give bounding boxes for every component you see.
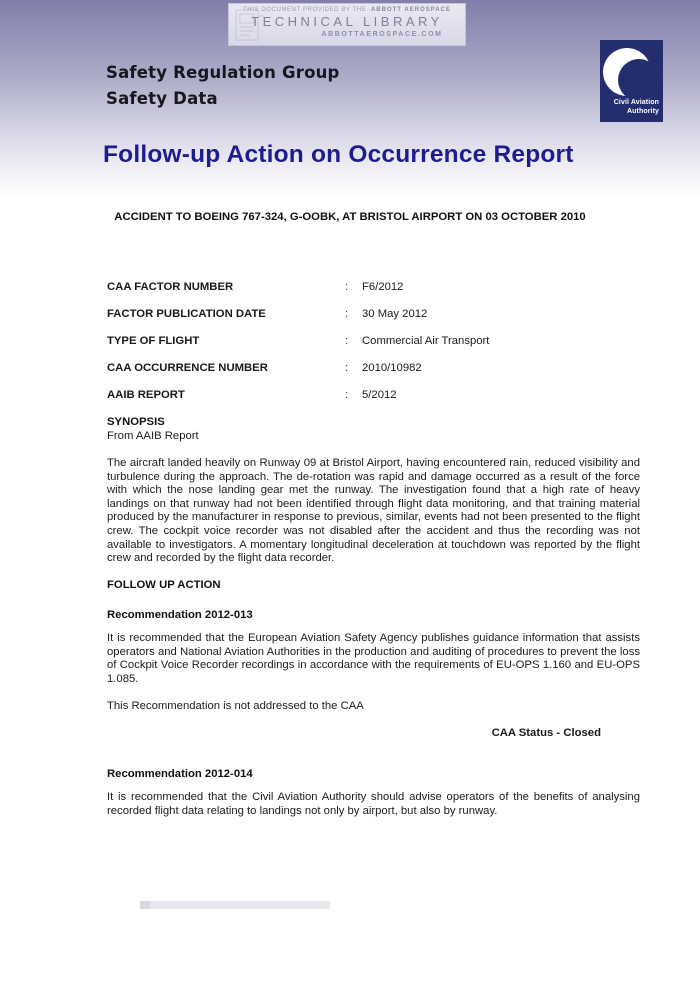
stamp-website: ABBOTTAEROSPACE.COM <box>321 31 443 38</box>
synopsis-source: From AAIB Report <box>107 430 199 442</box>
caa-logo-text-line2: Authority <box>626 108 659 115</box>
technical-library-watermark-icon <box>233 8 267 42</box>
field-row-caa-factor-number <box>107 281 640 308</box>
field-value: Commercial Air Transport <box>362 335 490 347</box>
org-line-safety-data: Safety Data <box>106 89 218 108</box>
stamp-provided-brand: ABBOTT AEROSPACE <box>370 7 451 13</box>
field-separator: : <box>345 308 349 320</box>
org-line-group: Safety Regulation Group <box>106 63 340 82</box>
field-separator: : <box>345 362 349 374</box>
field-label: TYPE OF FLIGHT <box>107 335 200 347</box>
field-separator: : <box>345 335 349 347</box>
synopsis-body: The aircraft landed heavily on Runway 09 at Bristol Airport, having encountered rain, reduced visibility and turbulence during the approach. The de-rotation was rapid and damage occurred as a result of the force with which the nose landing gear met the runway. The investigation found that a high rate of heavy landings on that runway had not been identified through flight data monitoring, and that training material produced by the manufacturer in response to previous, similar, events had not been presented to the flight crew. The cockpit voice recorder was not disabled after the accident and thus the recording was not available to investigators. A momentary longitudinal deceleration at touchdown was reported by the flight crew and recorded by the flight data recorder. <box>107 457 640 565</box>
caa-logo-text <box>614 98 659 116</box>
field-row-type-of-flight <box>107 335 640 362</box>
caa-logo-text-line1: Civil Aviation <box>613 99 659 106</box>
caa-status-badge: CAA Status - Closed <box>491 727 601 739</box>
field-label: CAA FACTOR NUMBER <box>107 281 234 293</box>
footer-rule-tick <box>140 901 150 909</box>
field-value: 5/2012 <box>362 389 397 401</box>
recommendation-2012-013-note: This Recommendation is not addressed to the CAA <box>107 700 364 712</box>
field-value: 30 May 2012 <box>362 308 428 320</box>
accident-subtitle: ACCIDENT TO BOEING 767-324, G-OOBK, AT BRISTOL AIRPORT ON 03 OCTOBER 2010 <box>114 211 586 223</box>
org-heading <box>106 60 340 112</box>
recommendation-2012-013-body: It is recommended that the European Aviation Safety Agency publishes guidance information that assists operators and National Aviation Authorities in the production and auditing of procedures to prevent the loss of Cockpit Voice Recorder recordings in accordance with the requirements of EU-OPS 1.160 and EU-OPS 1.085. <box>107 632 640 685</box>
field-separator: : <box>345 281 349 293</box>
follow-up-heading: FOLLOW UP ACTION <box>107 579 221 591</box>
field-label: AAIB REPORT <box>107 389 185 401</box>
page-title: Follow-up Action on Occurrence Report <box>103 141 574 168</box>
stamp-provided-prefix: THIS DOCUMENT PROVIDED BY THE <box>243 7 367 13</box>
field-separator: : <box>345 389 349 401</box>
caa-logo <box>600 40 663 122</box>
field-value: 2010/10982 <box>362 362 422 374</box>
synopsis-heading: SYNOPSIS <box>107 416 165 428</box>
field-row-factor-publication-date <box>107 308 640 335</box>
field-value: F6/2012 <box>362 281 404 293</box>
reference-fields <box>107 281 640 416</box>
footer-rule <box>140 901 330 909</box>
field-label: CAA OCCURRENCE NUMBER <box>107 362 268 374</box>
field-label: FACTOR PUBLICATION DATE <box>107 308 266 320</box>
field-row-aaib-report <box>107 389 640 416</box>
recommendation-2012-013-heading: Recommendation 2012-013 <box>107 609 253 621</box>
recommendation-2012-014-heading: Recommendation 2012-014 <box>107 768 253 780</box>
recommendation-2012-014-body: It is recommended that the Civil Aviation Authority should advise operators of the benefits of analysing recorded flight data relating to landings not only by airport, but also by runway. <box>107 791 640 817</box>
field-row-caa-occurrence-number <box>107 362 640 389</box>
technical-library-stamp <box>228 3 466 46</box>
stamp-library-title: TECHNICAL LIBRARY <box>251 14 443 29</box>
